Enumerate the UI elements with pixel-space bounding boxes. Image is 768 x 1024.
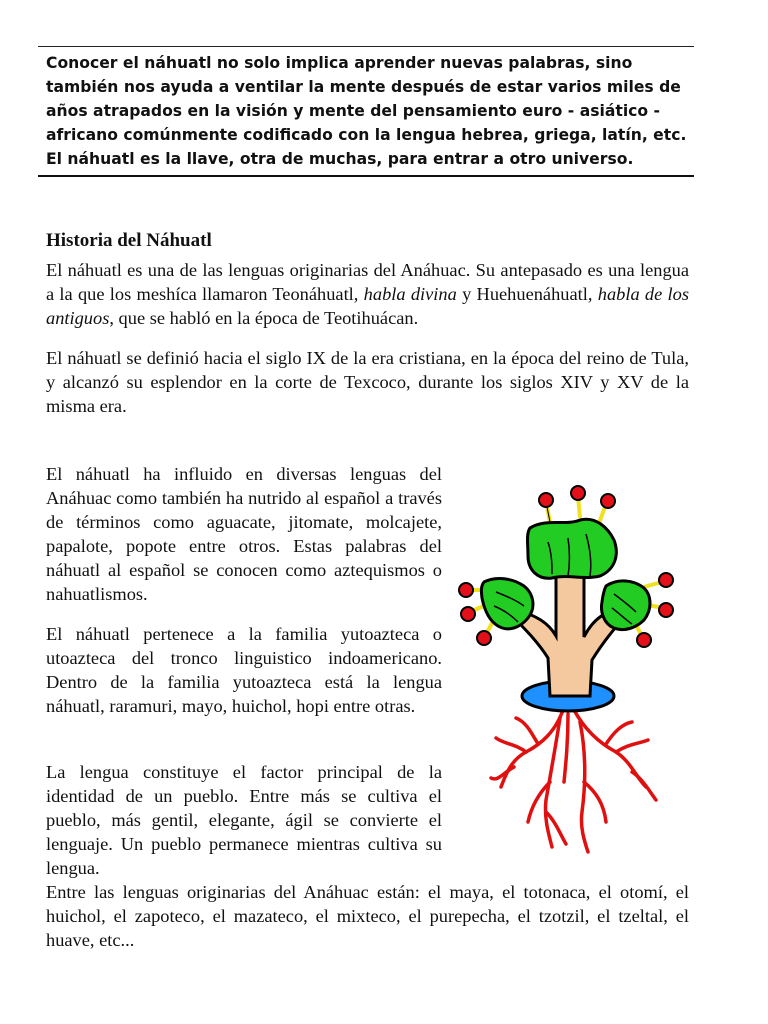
emphasis-habla-divina: habla divina: [363, 284, 457, 304]
nahuatl-tree-glyph-icon: [456, 482, 686, 862]
paragraph-origins: [46, 258, 689, 330]
intro-quote: Conocer el náhuatl no solo implica aprender nuevas palabras, sino también nos ayuda a ventilar la mente después de estar varios miles de años atrapados en la visión y mente del pensamiento euro - asiático - africano comúnmente codificado con la lengua hebrea, griega, latín, etc. El náhuatl es la llave, otra de muchas, para entrar a otro universo.: [38, 46, 694, 177]
paragraph-family: El náhuatl pertenece a la familia yutoazteca o utoazteca del tronco linguistico indoamericano. Dentro de la familia yutoazteca está la lengua náhuatl, raramuri, mayo, huichol, hopi entre otras.: [46, 624, 442, 716]
paragraph-origins-text-1: El náhuatl es una de las lenguas originarias del Anáhuac. Su antepasado es una lengua a la que los meshíca llamaron Teonáhuatl,: [46, 260, 689, 304]
section-heading: Historia del Náhuatl: [46, 230, 212, 251]
paragraph-origins-text-3: , que se habló en la época de Teotihuácan.: [109, 308, 419, 328]
paragraph-languages: Entre las lenguas originarias del Anáhuac están: el maya, el totonaca, el otomí, el huichol, el zapoteco, el mazateco, el mixteco, el purepecha, el tzotzil, el tzeltal, el huave, etc...: [46, 882, 689, 950]
paragraph-identity: La lengua constituye el factor principal de la identidad de un pueblo. Entre más se cultiva el pueblo, más gentil, elegante, ágil se convierte el lenguaje. Un pueblo permanece mientras cultiva su lengua.: [46, 762, 442, 878]
paragraph-definition: El náhuatl se definió hacia el siglo IX de la era cristiana, en la época del reino de Tula, y alcanzó su esplendor en la corte de Texcoco, durante los siglos XIV y XV de la misma era.: [46, 348, 689, 416]
leaf-top: [528, 486, 617, 578]
leaf-right: [602, 573, 674, 647]
paragraph-origins-text-2: y Huehuenáhuatl,: [456, 284, 598, 304]
emphasis-habla-antiguos: habla de los antiguos: [46, 284, 689, 328]
leaf-left: [459, 579, 533, 645]
roots-icon: [491, 707, 656, 852]
paragraph-influence: El náhuatl ha influido en diversas lenguas del Anáhuac como también ha nutrido al español a través de términos como aguacate, jitomate, molcajete, papalote, popote entre otros. Estas palabras del náhuatl al español se conocen como aztequismos o nahuatlismos.: [46, 464, 442, 604]
